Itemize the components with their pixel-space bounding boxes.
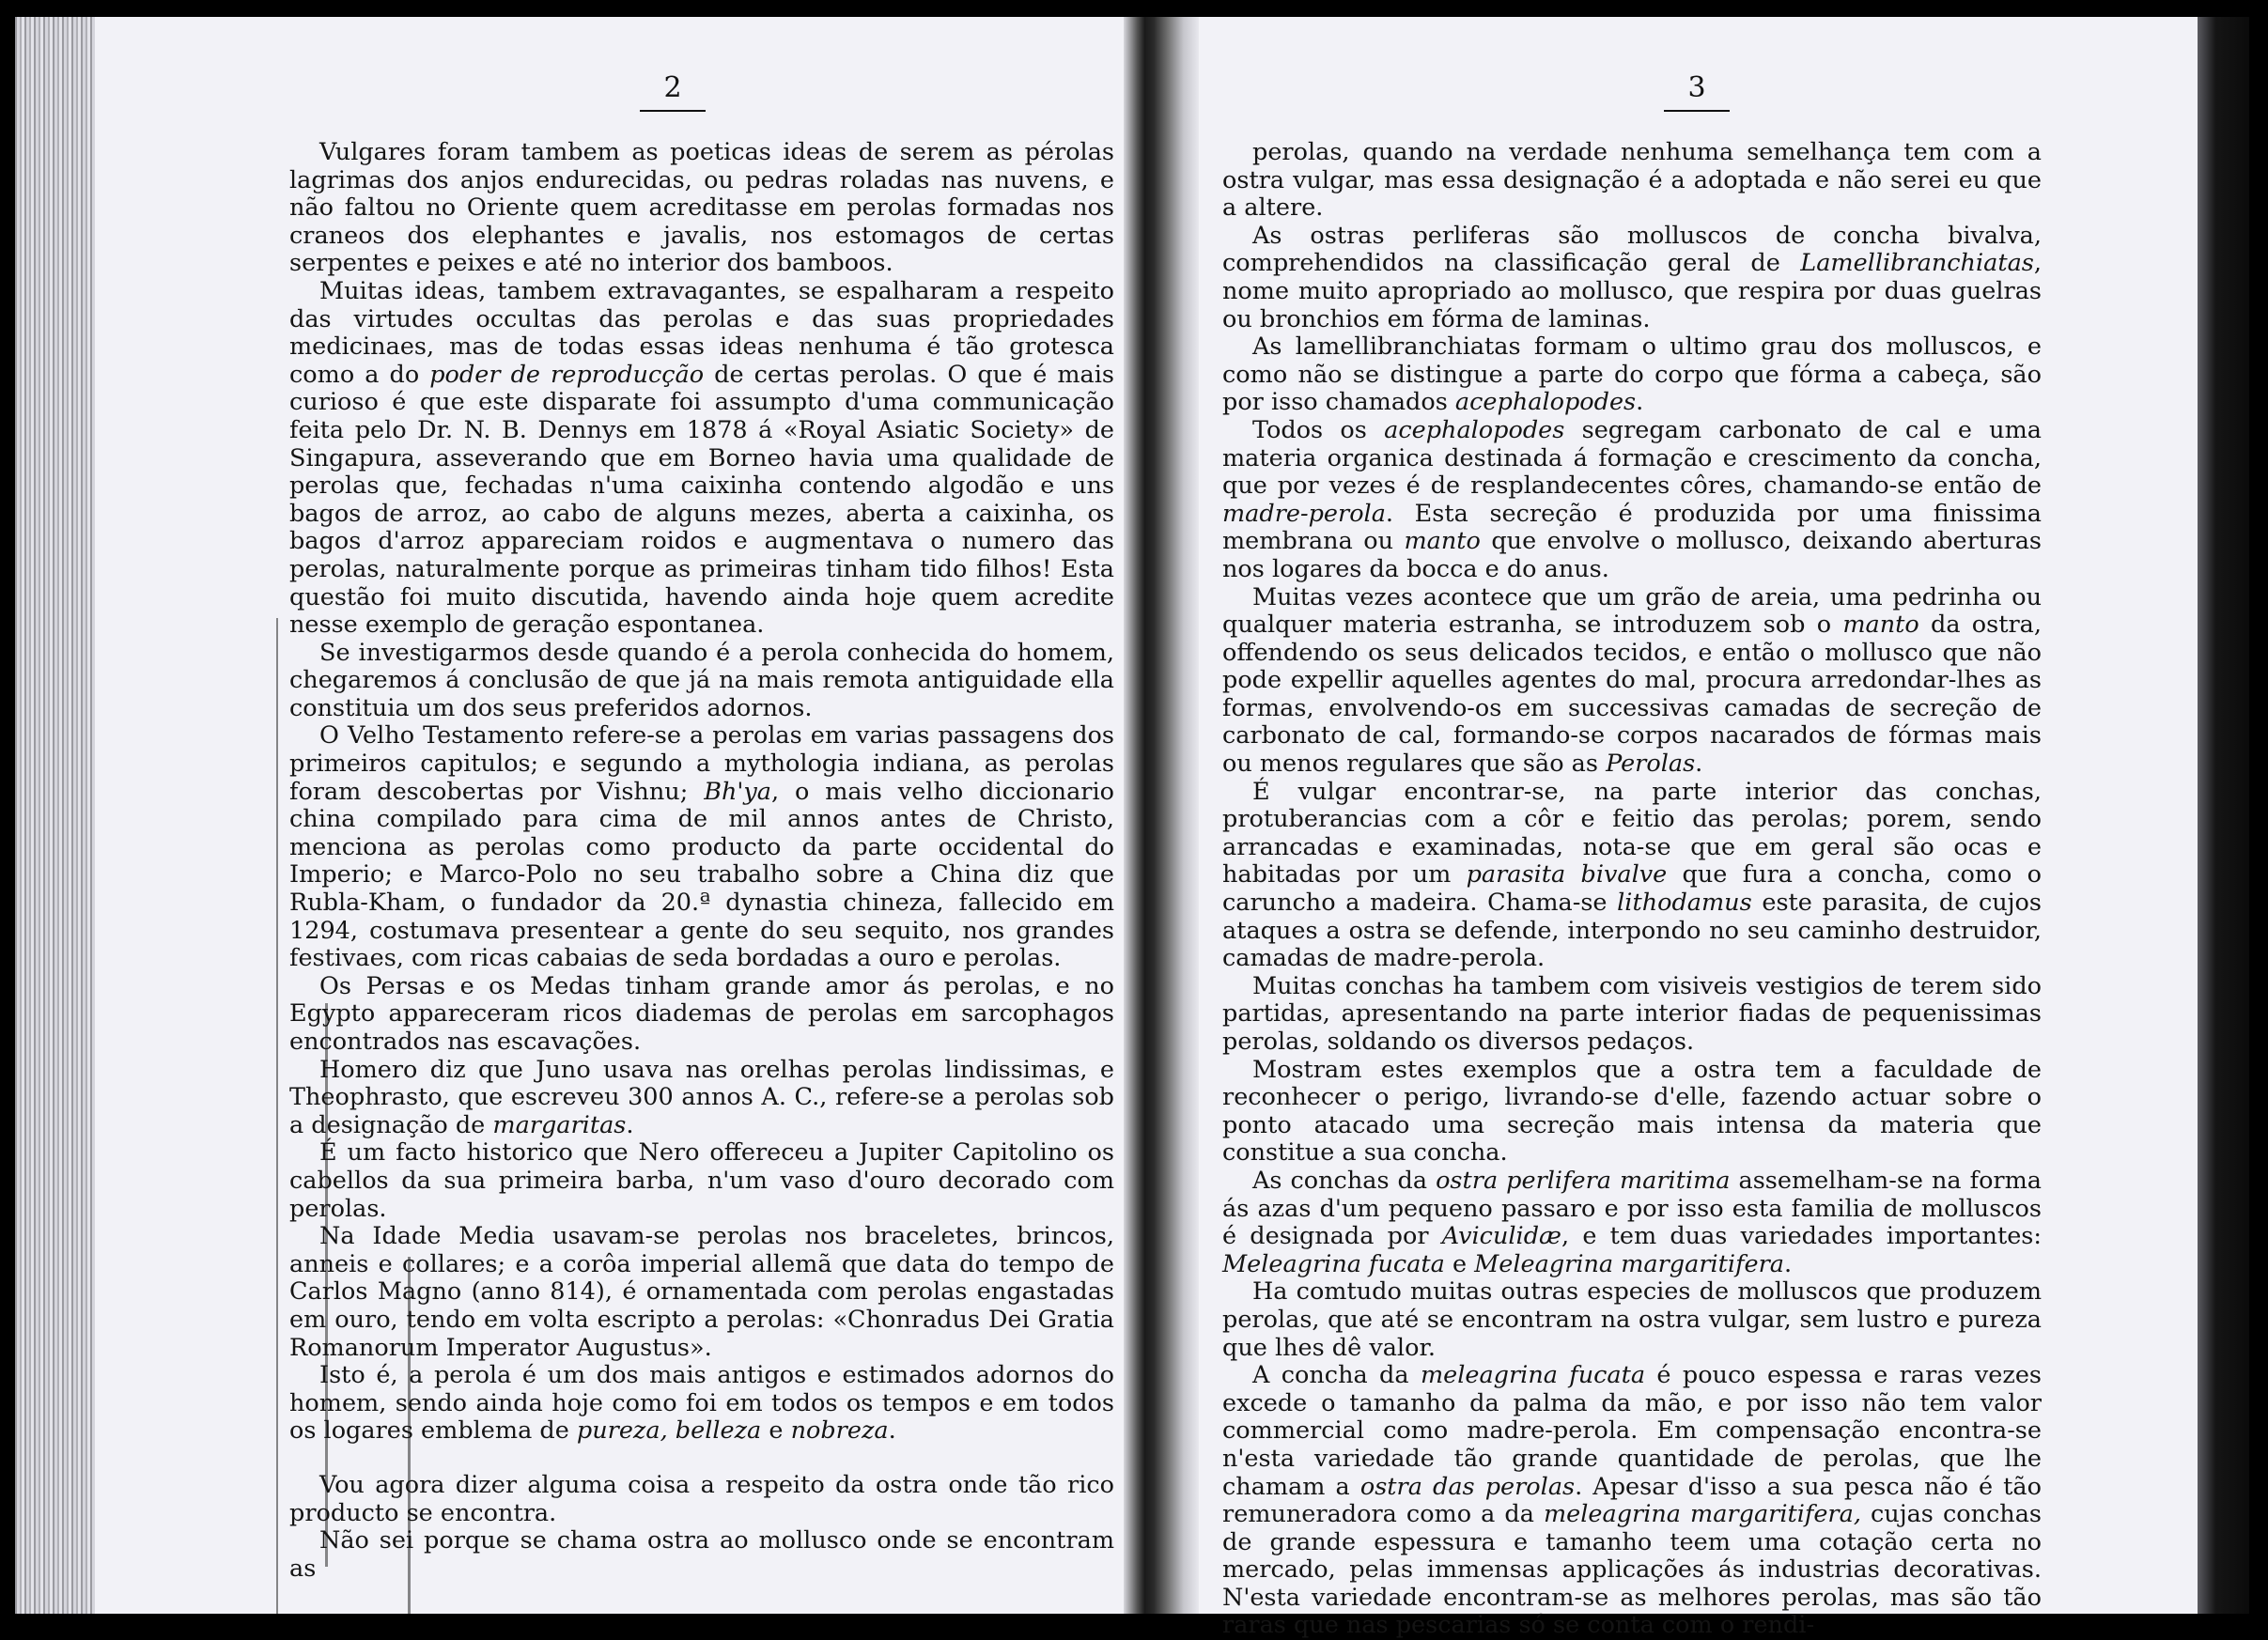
italic-text: meleagrina margaritifera, bbox=[1543, 1500, 1861, 1529]
paragraph-text: Não sei porque se chama ostra ao mollusco onde se encontram as bbox=[289, 1526, 1114, 1583]
paragraph-text: Mostram estes exemplos que a ostra tem a faculdade de reconhecer o perigo, livrando-se d'elle, fazendo actuar sobre o ponto atacado uma secreção mais intensa da materia que constitue a sua concha. bbox=[1222, 1055, 2042, 1168]
paragraph-text: perolas, quando na verdade nenhuma semelhança tem com a ostra vulgar, mas essa designação é a adoptada e não serei eu que a altere. bbox=[1222, 138, 2042, 223]
italic-text: madre-perola bbox=[1222, 499, 1386, 528]
paragraph-text: . bbox=[626, 1110, 634, 1139]
paragraph-text: Ha comtudo muitas outras especies de molluscos que produzem perolas, que até se encontram na ostra vulgar, sem lustro e pureza que lhes dê valor. bbox=[1222, 1277, 2042, 1362]
paragraph-text: O Velho Testamento refere-se a perolas em varias passagens dos primeiros capitulos; e segundo a mythologia indiana, as perolas foram descobertas por Vishnu; bbox=[289, 721, 1114, 806]
left-page-number: 2 bbox=[607, 71, 738, 112]
paragraph bbox=[289, 1139, 1114, 1223]
italic-text: pureza, belleza bbox=[576, 1416, 762, 1446]
paragraph-text: Na Idade Media usavam-se perolas nos braceletes, brincos, anneis e collares; e a corôa imperial allemã que data do tempo de Carlos Magno (anno 814), é ornamentada com perolas engastadas em ouro, tendo em volta escripto a perolas: «Chonradus Dei Gratia Romanorum Imperator Augustus». bbox=[289, 1222, 1114, 1362]
paragraph bbox=[289, 973, 1114, 1057]
paragraph bbox=[1222, 973, 2042, 1057]
paragraph-text: Vou agora dizer alguma coisa a respeito da ostra onde tão rico producto se encontra. bbox=[289, 1470, 1114, 1527]
italic-text: ostra das perolas bbox=[1359, 1472, 1576, 1501]
paragraph bbox=[1222, 584, 2042, 779]
italic-text: meleagrina fucata bbox=[1420, 1361, 1646, 1390]
paragraph-text: Muitas vezes acontece que um grão de areia, uma pedrinha ou qualquer materia estranha, se introduzem sob o bbox=[1222, 582, 2042, 640]
paragraph-text: , nome muito apropriado ao mollusco, que respira por duas guelras ou bronchios em fórma de laminas. bbox=[1222, 249, 2042, 333]
paragraph bbox=[289, 1223, 1114, 1362]
italic-text: Meleagrina fucata bbox=[1222, 1249, 1445, 1278]
paragraph-text: da ostra, offendendo os seus delicados tecidos, e então o mollusco que não pode expellir aquelles agentes do mal, procura arredondar-lhes as formas, envolvendo-os em successivas camadas de secreção de carbonato de cal, formando-se corpos nacarados de fórmas mais ou menos regulares que são as bbox=[1222, 611, 2042, 779]
italic-text: margaritas bbox=[492, 1110, 627, 1139]
paragraph bbox=[1222, 223, 2042, 333]
paragraph-text: que fura a concha, como o caruncho a madeira. Chama-se bbox=[1222, 860, 2042, 918]
paragraph bbox=[289, 1362, 1114, 1446]
paragraph-text: é pouco espessa e raras vezes excede o tamanho da palma da mão, e por isso não tem valor commercial como madre-perola. Em compensação encontra-se n'esta variedade tão grande quantidade de perolas, que lhe chamam a bbox=[1222, 1361, 2042, 1501]
paragraph bbox=[289, 278, 1114, 640]
paragraph-text: Se investigarmos desde quando é a perola conhecida do homem, chegaremos á conclusão de que já na mais remota antiguidade ella constituia um dos seus preferidos adornos. bbox=[289, 638, 1114, 722]
paragraph-text: É um facto historico que Nero offereceu a Jupiter Capitolino os cabellos da sua primeira barba, n'um vaso d'ouro decorado com perolas. bbox=[289, 1138, 1114, 1223]
italic-text: Lamellibranchiatas bbox=[1800, 249, 2034, 278]
paragraph-text: A concha da bbox=[1252, 1361, 1421, 1390]
scanned-book-spread bbox=[15, 17, 2249, 1640]
paragraph-text: As lamellibranchiatas formam o ultimo grau dos molluscos, e como não se distingue a parte do corpo que fórma a cabeça, são por isso chamados bbox=[1222, 333, 2042, 417]
left-page-fold-mark bbox=[276, 618, 278, 1614]
paragraph bbox=[289, 1472, 1114, 1527]
paragraph bbox=[1222, 1278, 2042, 1362]
paragraph-text: Muitas ideas, tambem extravagantes, se espalharam a respeito das virtudes occultas das perolas e das suas propriedades medicinaes, mas de todas essas ideas nenhuma é tão grotesca como a do bbox=[289, 276, 1114, 389]
left-page bbox=[15, 17, 1124, 1614]
paragraph-text: Todos os bbox=[1252, 415, 1385, 444]
paragraph bbox=[1222, 333, 2042, 417]
paragraph bbox=[289, 640, 1114, 723]
paragraph-text: Isto é, a perola é um dos mais antigos e estimados adornos do homem, sendo ainda hoje como foi em todos os tempos e em todos os logares emblema de bbox=[289, 1361, 1114, 1446]
paragraph-text: este parasita, de cujos ataques a ostra se defende, interpondo no seu caminho destruidor, camadas de madre-perola. bbox=[1222, 889, 2042, 973]
italic-text: Meleagrina margaritifera bbox=[1474, 1249, 1784, 1278]
paragraph-text: Muitas conchas ha tambem com visiveis vestigios de terem sido partidas, apresentando na parte interior fiadas de pequenissimas perolas, soldando os diversos pedaços. bbox=[1222, 971, 2042, 1056]
paragraph-text: Vulgares foram tambem as poeticas ideas de serem as pérolas lagrimas dos anjos endurecidas, ou pedras roladas nas nuvens, e não faltou no Oriente quem acreditasse em perolas formadas nos craneos dos elephantes e javalis, nos estomagos de certas serpentes e peixes e até no interior dos bamboos. bbox=[289, 138, 1114, 278]
paragraph bbox=[289, 139, 1114, 278]
italic-text: parasita bivalve bbox=[1466, 860, 1668, 890]
italic-text: Aviculidæ bbox=[1441, 1222, 1561, 1251]
paragraph-text: As conchas da bbox=[1252, 1166, 1437, 1195]
right-page bbox=[1138, 17, 2249, 1640]
italic-text: nobreza bbox=[790, 1416, 889, 1446]
right-page-edge-shadow bbox=[2198, 17, 2249, 1614]
paragraph-text: . Apesar d'isso a sua pesca não é tão remuneradora como a da bbox=[1222, 1472, 2042, 1529]
italic-text: acephalopodes bbox=[1454, 388, 1637, 417]
italic-text: ostra perlifera maritima bbox=[1436, 1166, 1731, 1195]
paragraph-text: . bbox=[888, 1416, 896, 1446]
italic-text: poder de reproducção bbox=[429, 360, 705, 389]
paragraph-text: . bbox=[1784, 1249, 1793, 1278]
paragraph-text: e bbox=[761, 1416, 791, 1446]
italic-text: manto bbox=[1842, 611, 1919, 640]
left-page-body bbox=[289, 139, 1114, 1583]
right-page-number: 3 bbox=[1631, 71, 1763, 112]
right-page-body bbox=[1222, 139, 2042, 1640]
paragraph-text: Os Persas e os Medas tinham grande amor ás perolas, e no Egypto appareceram ricos diademas de perolas em sarcophagos encontrados nas escavações. bbox=[289, 971, 1114, 1056]
italic-text: manto bbox=[1404, 527, 1481, 556]
paragraph bbox=[1222, 139, 2042, 223]
paragraph-text: que envolve o mollusco, deixando aberturas nos logares da bocca e do anus. bbox=[1222, 527, 2042, 583]
paragraph bbox=[289, 1057, 1114, 1140]
italic-text: Perolas bbox=[1606, 750, 1696, 779]
paragraph bbox=[1222, 417, 2042, 584]
paragraph-text: assemelham-se na forma ás azas d'um pequeno passaro e por isso esta familia de molluscos é designada por bbox=[1222, 1166, 2042, 1251]
paragraph bbox=[1222, 779, 2042, 973]
paragraph-text: de certas perolas. O que é mais curioso é que este disparate foi assumpto d'uma communicação feita pelo Dr. N. B. Dennys em 1878 á «Royal Asiatic Society» de Singapura, asseverando que em Borneo havia uma qualidade de perolas que, fechadas n'uma caixinha contendo algodão e uns bagos de arroz, ao cabo de alguns mezes, aberta a caixinha, os bagos d'arroz appareciam roidos e augmentava o numero das perolas, naturalmente porque as primeiras tinham tido filhos! Esta questão foi muito discutida, havendo ainda hoje quem acredite nesse exemplo de geração espontanea. bbox=[289, 360, 1114, 640]
paragraph-text: , e tem duas variedades importantes: bbox=[1561, 1222, 2042, 1251]
paragraph-text: , o mais velho diccionario china compilado para cima de mil annos antes de Christo, menciona as perolas como producto da parte occidental do Imperio; e Marco-Polo no seu trabalho sobre a China diz que Rubla-Kham, o fundador da 20.ª dynastia chineza, fallecido em 1294, costumava presentear a gente do seu sequito, nos grandes festivaes, com ricas cabaias de seda bordadas a ouro e perolas. bbox=[289, 777, 1114, 973]
paragraph-text: e bbox=[1444, 1249, 1475, 1278]
paragraph-text: As ostras perliferas são molluscos de concha bivalva, comprehendidos na classificação geral de bbox=[1222, 221, 2042, 278]
paragraph-text: Homero diz que Juno usava nas orelhas perolas lindissimas, e Theophrasto, que escreveu 300 annos A. C., refere-se a perolas sob a designação de bbox=[289, 1055, 1114, 1139]
paragraph-text: cujas conchas de grande espessura e tamanho teem uma cotação certa no mercado, pelas immensas applicações ás industrias decorativas. N'esta variedade encontram-se as melhores perolas, mas são tão raras que nas pescarias só se conta com o rendi- bbox=[1222, 1500, 2042, 1640]
paragraph-text: É vulgar encontrar-se, na parte interior das conchas, protuberancias com a côr e feitio das perolas; porem, sendo arrancadas e examinadas, nota-se que em geral são ocas e habitadas por um bbox=[1222, 777, 2042, 890]
paragraph bbox=[289, 1527, 1114, 1583]
paragraph-text: segregam carbonato de cal e uma materia organica destinada á formação e crescimento da concha, que por vezes é de resplandecentes côres, chamando-se então de bbox=[1222, 415, 2042, 501]
paragraph bbox=[289, 722, 1114, 972]
italic-text: acephalopodes bbox=[1384, 415, 1565, 444]
paragraph-text: . bbox=[1695, 750, 1703, 779]
italic-text: lithodamus bbox=[1617, 889, 1752, 918]
italic-text: Bh'ya bbox=[704, 777, 771, 806]
paragraph-text: . bbox=[1636, 388, 1644, 417]
paragraph bbox=[1222, 1168, 2042, 1278]
paragraph-text: . Esta secreção é produzida por uma finissima membrana ou bbox=[1222, 499, 2042, 556]
paragraph bbox=[1222, 1362, 2042, 1640]
paragraph bbox=[1222, 1057, 2042, 1168]
left-page-edge-shadow bbox=[15, 17, 95, 1614]
